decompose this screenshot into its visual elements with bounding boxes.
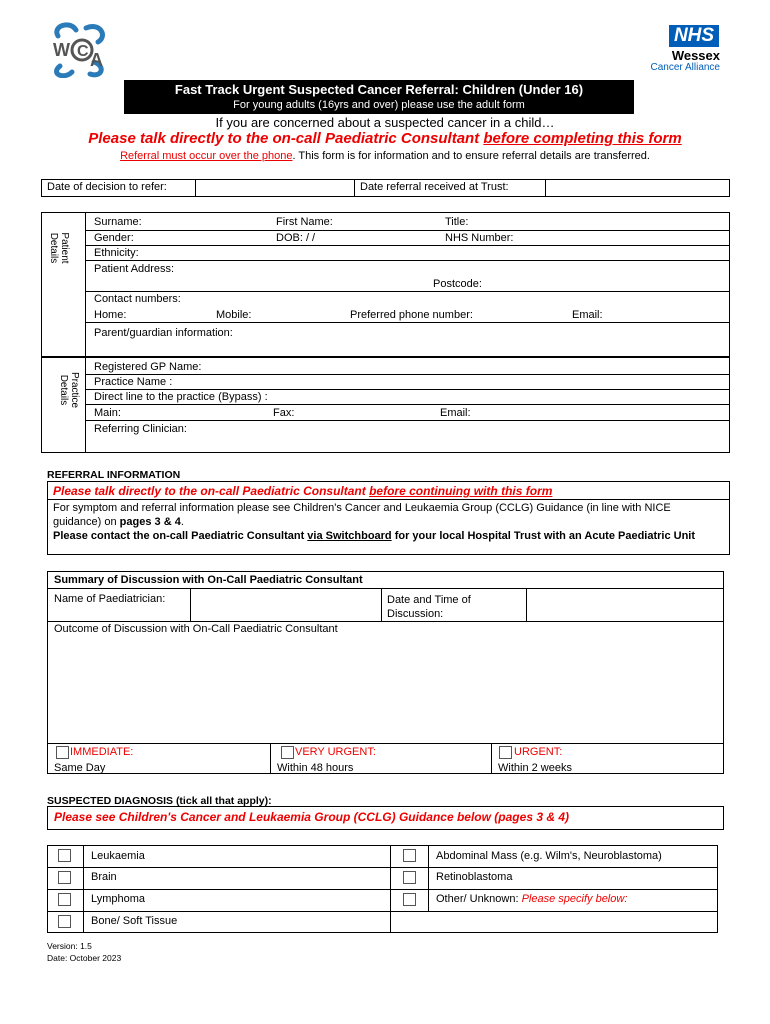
talk-warning-text: Please talk directly to the on-call Paediatric Consultant — [88, 130, 484, 147]
symptom-guidance-line1: For symptom and referral information please see Children's Cancer and Leukaemia Group (CCLG) Guidance (in line with NICE — [53, 502, 671, 514]
lymphoma-checkbox[interactable] — [58, 893, 71, 906]
diagnosis-heading: SUSPECTED DIAGNOSIS (tick all that apply): — [47, 795, 272, 807]
phone-note — [0, 150, 770, 162]
guardian-label: Parent/guardian information: — [94, 327, 233, 339]
urgent-checkbox[interactable] — [499, 746, 512, 759]
patient-email-label: Email: — [572, 309, 603, 321]
version-label: Version: 1.5 — [47, 941, 92, 951]
leukaemia-checkbox[interactable] — [58, 849, 71, 862]
practice-side-label: Practice Details — [58, 371, 80, 409]
dob-label: DOB: / / — [276, 232, 316, 244]
urgent-label: URGENT: — [514, 746, 563, 758]
first-name-label: First Name: — [276, 216, 333, 228]
paediatrician-name-label: Name of Paediatrician: — [54, 593, 166, 605]
postcode-label: Postcode: — [433, 278, 482, 290]
very-urgent-sub: Within 48 hours — [277, 762, 354, 774]
talk-warning — [0, 130, 770, 147]
phone-note-rest: . This form is for information and to ensure referral details are transferred. — [292, 150, 650, 162]
contact-consultant-line: Please contact the on-call Paediatric Consultant via Switchboard for your local Hospital Trust with an Acute Paediatric Unit — [53, 530, 696, 542]
referral-info-heading: REFERRAL INFORMATION — [47, 469, 181, 481]
received-date-field[interactable] — [547, 180, 729, 196]
bone-soft-tissue-label: Bone/ Soft Tissue — [91, 915, 178, 927]
phone-note-red: Referral must occur over the phone — [120, 150, 293, 162]
talk-warning-underlined: before completing this form — [483, 130, 682, 147]
retinoblastoma-label: Retinoblastoma — [436, 871, 513, 883]
discussion-date-label: Date and Time of Discussion: — [387, 594, 471, 620]
symptom-guidance-line2: guidance) on pages 3 & 4. — [53, 516, 184, 528]
retinoblastoma-checkbox[interactable] — [403, 871, 416, 884]
svg-text:C: C — [77, 43, 89, 60]
practice-email-label: Email: — [440, 407, 471, 419]
nhs-region: Wessex — [671, 48, 720, 63]
brain-checkbox[interactable] — [58, 871, 71, 884]
outcome-label: Outcome of Discussion with On-Call Paediatric Consultant — [54, 623, 338, 635]
mobile-label: Mobile: — [216, 309, 252, 321]
nhs-number-label: NHS Number: — [445, 232, 514, 244]
title-label: Title: — [445, 216, 469, 228]
main-phone-label: Main: — [94, 407, 121, 419]
referral-talk-warning: Please talk directly to the on-call Paediatric Consultant before continuing with this form — [53, 484, 553, 498]
fax-label: Fax: — [273, 407, 295, 419]
discussion-heading: Summary of Discussion with On-Call Paediatric Consultant — [54, 574, 363, 586]
other-unknown-label: Other/ Unknown: Please specify below: — [436, 893, 628, 905]
gp-name-label: Registered GP Name: — [94, 361, 202, 373]
ethnicity-label: Ethnicity: — [94, 247, 139, 259]
referring-clinician-label: Referring Clinician: — [94, 423, 187, 435]
svg-text:A: A — [90, 50, 103, 70]
nhs-logo: NHS — [669, 25, 719, 47]
immediate-label: IMMEDIATE: — [70, 746, 134, 758]
bone-soft-tissue-checkbox[interactable] — [58, 915, 71, 928]
contact-numbers-label: Contact numbers: — [94, 293, 181, 305]
direct-line-label: Direct line to the practice (Bypass) : — [94, 391, 268, 403]
abdominal-mass-checkbox[interactable] — [403, 849, 416, 862]
svg-text:W: W — [53, 40, 70, 60]
preferred-phone-label: Preferred phone number: — [350, 309, 473, 321]
very-urgent-label: VERY URGENT: — [295, 746, 376, 758]
patient-side-label: Patient Details — [48, 232, 70, 264]
surname-label: Surname: — [94, 216, 142, 228]
paediatrician-name-field[interactable] — [192, 590, 380, 620]
version-footer — [47, 940, 121, 964]
form-subtitle: For young adults (16yrs and over) please use the adult form — [233, 99, 525, 111]
other-unknown-note: Please specify below: — [521, 893, 628, 905]
decision-date-field[interactable] — [197, 180, 353, 196]
version-date: Date: October 2023 — [47, 953, 122, 963]
wca-logo — [50, 22, 108, 78]
form-title: Fast Track Urgent Suspected Cancer Referral: Children (Under 16) — [174, 82, 584, 97]
home-phone-label: Home: — [94, 309, 127, 321]
diagnosis-guidance: Please see Children's Cancer and Leukaemia Group (CCLG) Guidance below (pages 3 & 4) — [54, 810, 569, 824]
outcome-field[interactable] — [48, 638, 723, 742]
concern-line: If you are concerned about a suspected cancer in a child… — [215, 115, 555, 130]
decision-date-label: Date of decision to refer: — [47, 181, 167, 193]
practice-name-label: Practice Name : — [94, 376, 173, 388]
brain-label: Brain — [91, 871, 117, 883]
very-urgent-checkbox[interactable] — [281, 746, 294, 759]
lymphoma-label: Lymphoma — [91, 893, 146, 905]
leukaemia-label: Leukaemia — [91, 850, 145, 862]
abdominal-mass-label: Abdominal Mass (e.g. Wilm's, Neuroblastoma) — [436, 850, 662, 862]
immediate-checkbox[interactable] — [56, 746, 69, 759]
title-bar — [124, 80, 634, 114]
discussion-date-field[interactable] — [528, 590, 723, 620]
immediate-sub: Same Day — [54, 762, 106, 774]
address-label: Patient Address: — [94, 263, 175, 275]
gender-label: Gender: — [94, 232, 134, 244]
nhs-alliance: Cancer Alliance — [650, 62, 720, 73]
urgent-sub: Within 2 weeks — [498, 762, 572, 774]
received-date-label: Date referral received at Trust: — [360, 181, 509, 193]
other-unknown-checkbox[interactable] — [403, 893, 416, 906]
